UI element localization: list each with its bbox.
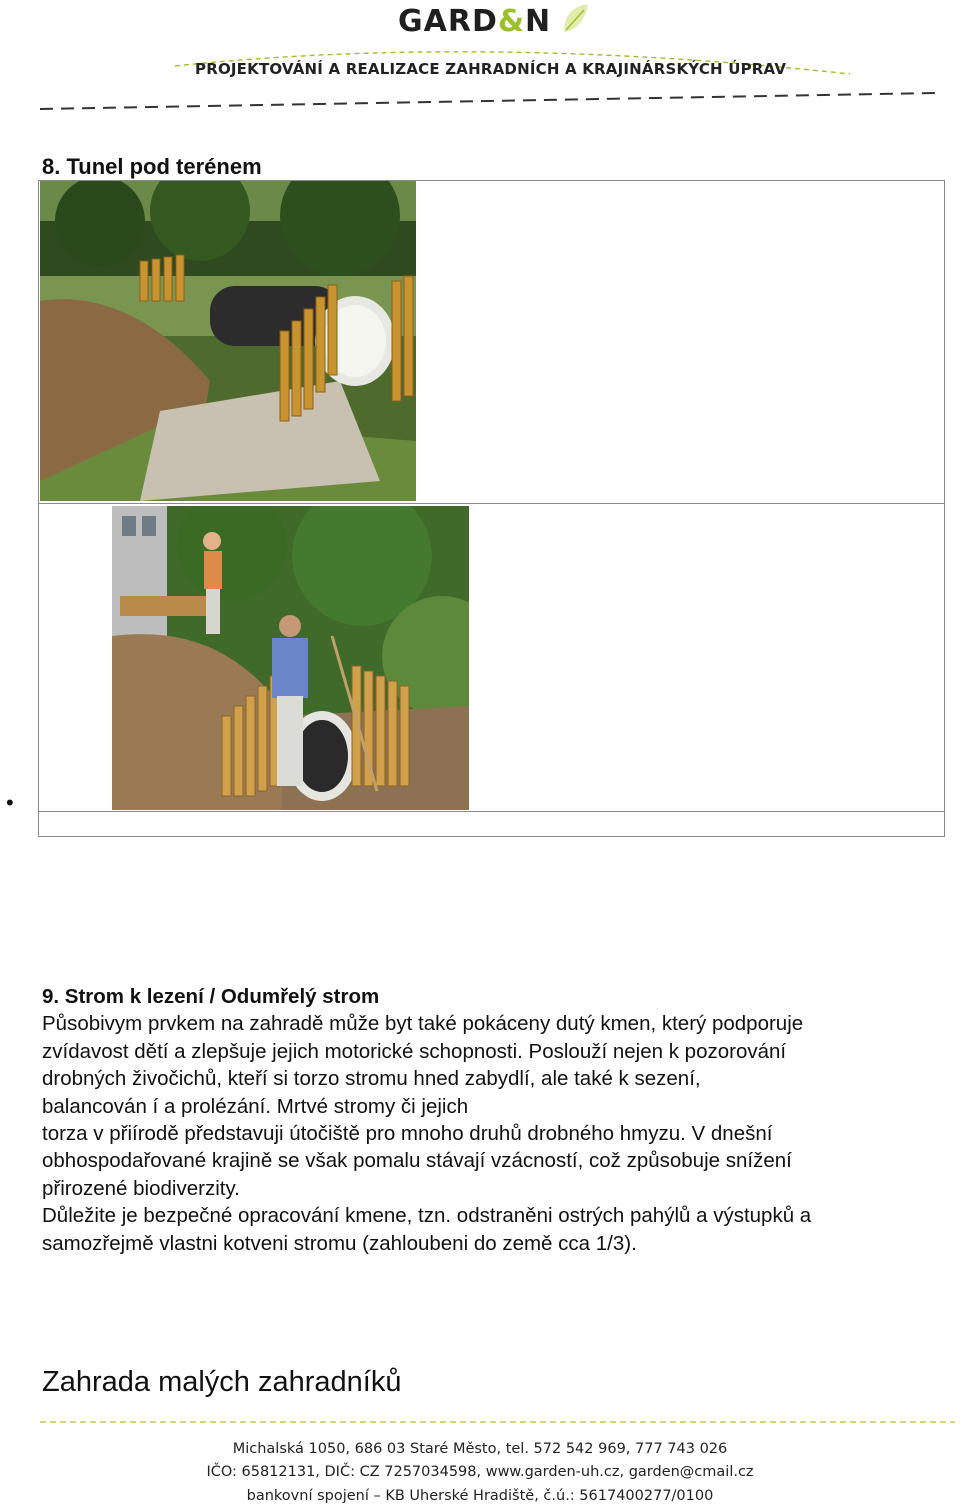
- paragraph-line: Důležite je bezpečné opracování kmene, tzn. odstraněni ostrých pahýlů a výstupků a: [42, 1204, 812, 1228]
- paragraph-line: balancován í a prolézání. Mrtvé stromy či jejich: [42, 1094, 469, 1118]
- paragraph-line: torza v přiírodě představuji útočiště pro mnoho druhů drobného hmyzu. V dnešní: [42, 1122, 773, 1146]
- garden-title: Zahrada malých zahradníků: [42, 1366, 402, 1398]
- paragraph-line: přirozené biodiverzity.: [42, 1176, 240, 1200]
- children-tunnel-photo: [112, 506, 469, 810]
- leaf-icon: [560, 2, 590, 36]
- section-9-block: [42, 983, 942, 1257]
- footer-bank: bankovní spojení – KB Uherské Hradiště, č.ú.: 5617400277/0100: [246, 1487, 714, 1504]
- logo-text-part2: N: [525, 4, 552, 39]
- section-9-heading: 9. Strom k lezení / Odumřelý strom: [42, 985, 380, 1008]
- company-tagline: PROJEKTOVÁNÍ A REALIZACE ZAHRADNÍCH A KRAJINÁRSKÝCH ÚPRAV: [195, 60, 787, 78]
- footer-address: Michalská 1050, 686 03 Staré Město, tel. 572 542 969, 777 743 026: [232, 1441, 728, 1457]
- footer-ids-contact: IČO: 65812131, DIČ: CZ 7257034598, www.garden-uh.cz, garden@cmail.cz: [206, 1464, 754, 1481]
- footer-decorative-line: [0, 1412, 960, 1432]
- empty-row-frame: [38, 811, 945, 837]
- section-8-heading: 8. Tunel pod terénem: [42, 154, 262, 179]
- company-footer: [150, 1438, 810, 1508]
- bullet-point: •: [6, 790, 14, 815]
- paragraph-line: zvídavost dětí a zlepšuje jejich motorické schopnosti. Poslouží nejen k pozorování: [42, 1039, 787, 1063]
- paragraph-line: drobných živočichů, kteří si torzo stromu hned zabydlí, ale také k sezení,: [42, 1067, 701, 1091]
- logo-ampersand: &: [497, 4, 526, 39]
- logo-text-part1: GARD: [398, 4, 498, 39]
- tunnel-construction-photo: [40, 181, 416, 501]
- paragraph-line: Působivym prvkem na zahradě může byt také pokáceny dutý kmen, který podporuje: [42, 1012, 804, 1036]
- paragraph-line: obhospodařované krajině se však pomalu stávají vzácností, což způsobuje snížení: [42, 1149, 792, 1173]
- paragraph-line: samozřejmě vlastni kotveni stromu (zahloubeni do země cca 1/3).: [42, 1231, 637, 1255]
